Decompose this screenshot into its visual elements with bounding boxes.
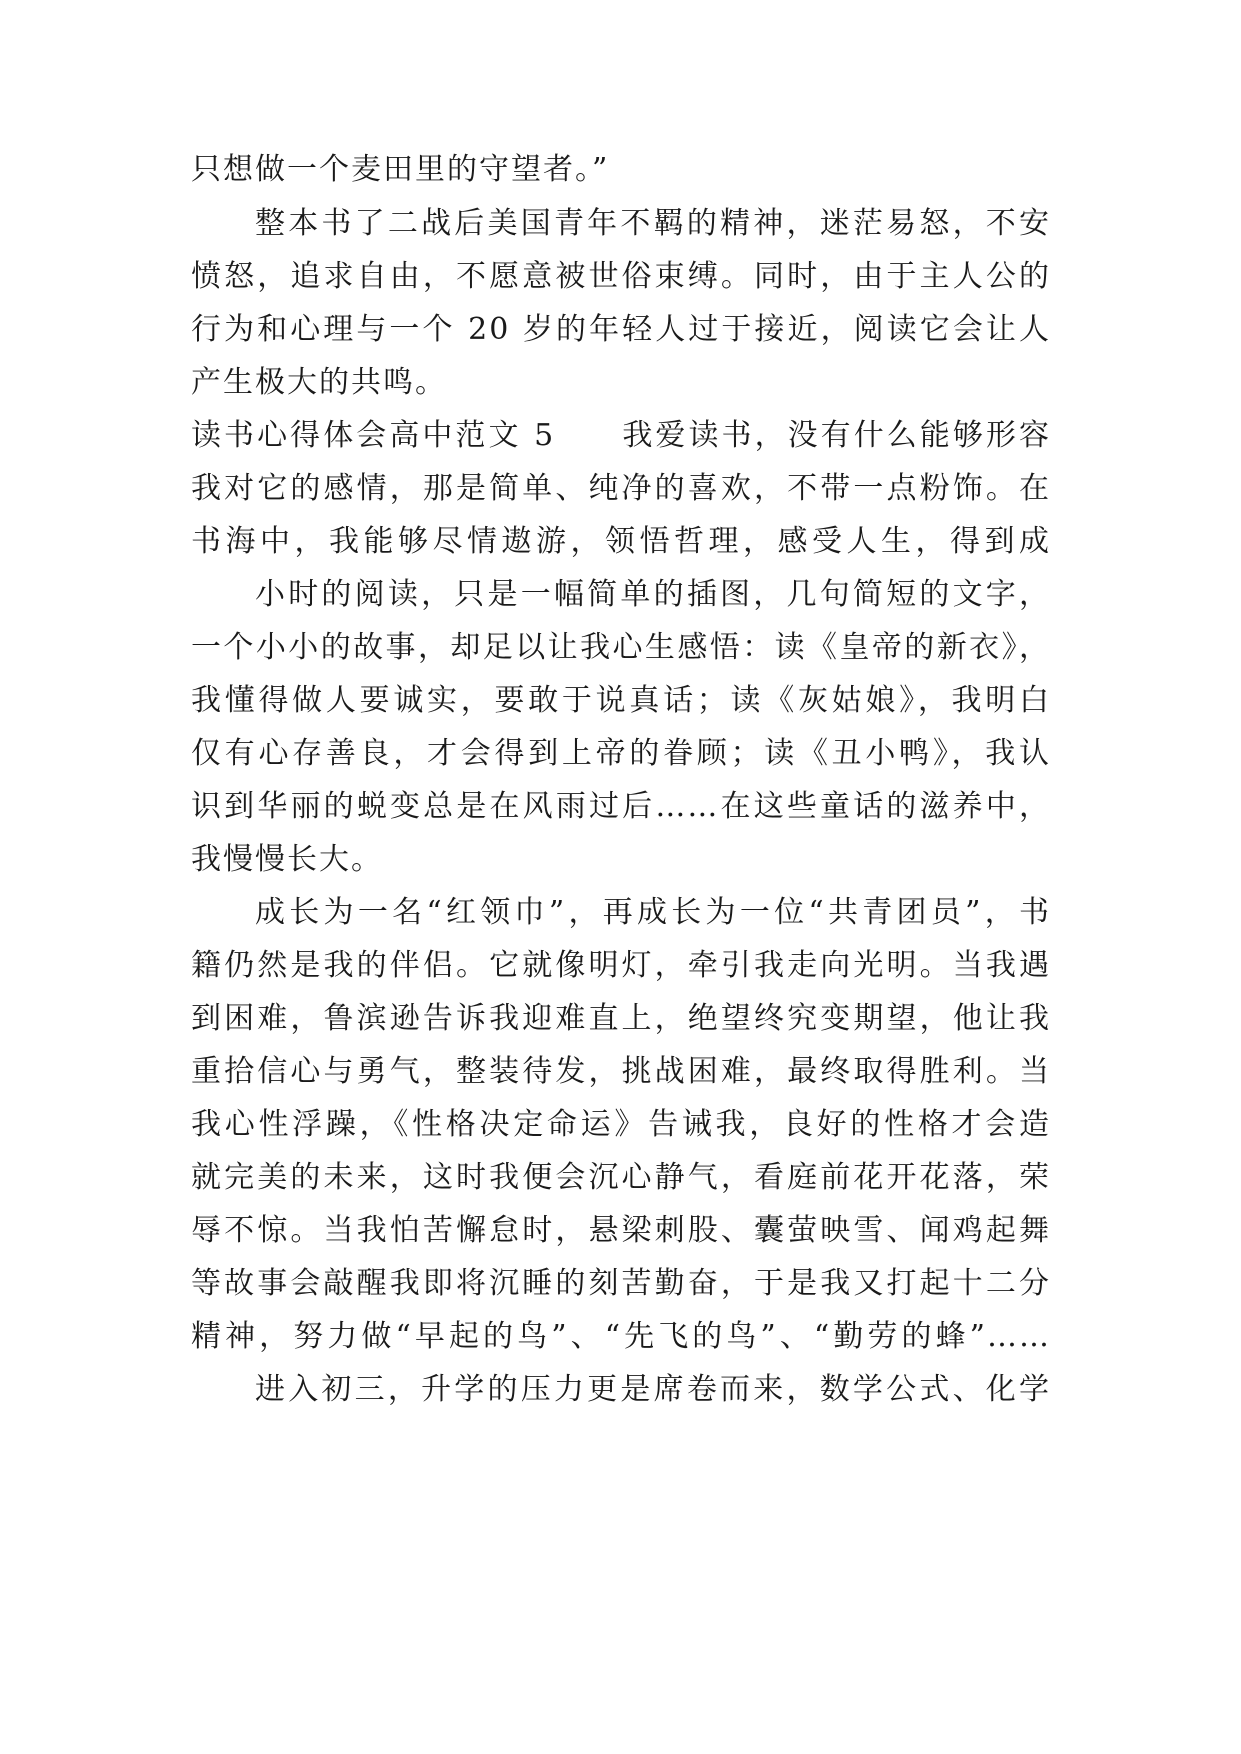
text-line: 愤怒，追求自由，不愿意被世俗束缚。同时，由于主人公的: [191, 259, 1051, 294]
text-line: 我懂得做人要诚实，要敢于说真话；读《灰姑娘》，我明白: [191, 683, 1051, 718]
text-line: 籍仍然是我的伴侣。它就像明灯，牵引我走向光明。当我遇: [191, 948, 1051, 983]
paragraph-first-line: 成长为一名“红领巾”，再成长为一位“共青团员”，书: [255, 895, 1051, 930]
section-heading-line: 读书心得体会高中范文 5 我爱读书，没有什么能够形容: [191, 418, 1051, 453]
text-line: 辱不惊。当我怕苦懈怠时，悬梁刺股、囊萤映雪、闻鸡起舞: [191, 1213, 1051, 1248]
text-line: 我心性浮躁，《性格决定命运》告诫我，良好的性格才会造: [191, 1107, 1051, 1142]
paragraph-first-line: 小时的阅读，只是一幅简单的插图，几句简短的文字，: [255, 577, 1051, 612]
text-line: 产生极大的共鸣。: [191, 365, 447, 400]
text-line: 仅有心存善良，才会得到上帝的眷顾；读《丑小鸭》，我认: [191, 736, 1051, 771]
text-line: 行为和心理与一个 20 岁的年轻人过于接近，阅读它会让人: [191, 312, 1051, 347]
paragraph-first-line: 整本书了二战后美国青年不羁的精神，迷茫易怒，不安: [255, 206, 1051, 241]
text-line: 到困难，鲁滨逊告诉我迎难直上，绝望终究变期望，他让我: [191, 1001, 1051, 1036]
text-line: 就完美的未来，这时我便会沉心静气，看庭前花开花落，荣: [191, 1160, 1051, 1195]
text-line: 识到华丽的蜕变总是在风雨过后……在这些童话的滋养中，: [191, 789, 1051, 824]
text-line: 书海中，我能够尽情遨游，领悟哲理，感受人生，得到成: [191, 524, 1051, 559]
text-line: 只想做一个麦田里的守望者。”: [191, 152, 610, 187]
text-line: 等故事会敲醒我即将沉睡的刻苦勤奋，于是我又打起十二分: [191, 1266, 1051, 1301]
text-line: 重拾信心与勇气，整装待发，挑战困难，最终取得胜利。当: [191, 1054, 1051, 1089]
paragraph-first-line: 进入初三，升学的压力更是席卷而来，数学公式、化学: [255, 1372, 1051, 1407]
text-line: 我对它的感情，那是简单、纯净的喜欢，不带一点粉饰。在: [191, 471, 1051, 506]
text-line: 精神，努力做“早起的鸟”、“先飞的鸟”、“勤劳的蜂”……: [191, 1319, 1051, 1354]
text-line: 一个小小的故事，却足以让我心生感悟：读《皇帝的新衣》，: [191, 630, 1051, 665]
text-line: 我慢慢长大。: [191, 842, 383, 877]
